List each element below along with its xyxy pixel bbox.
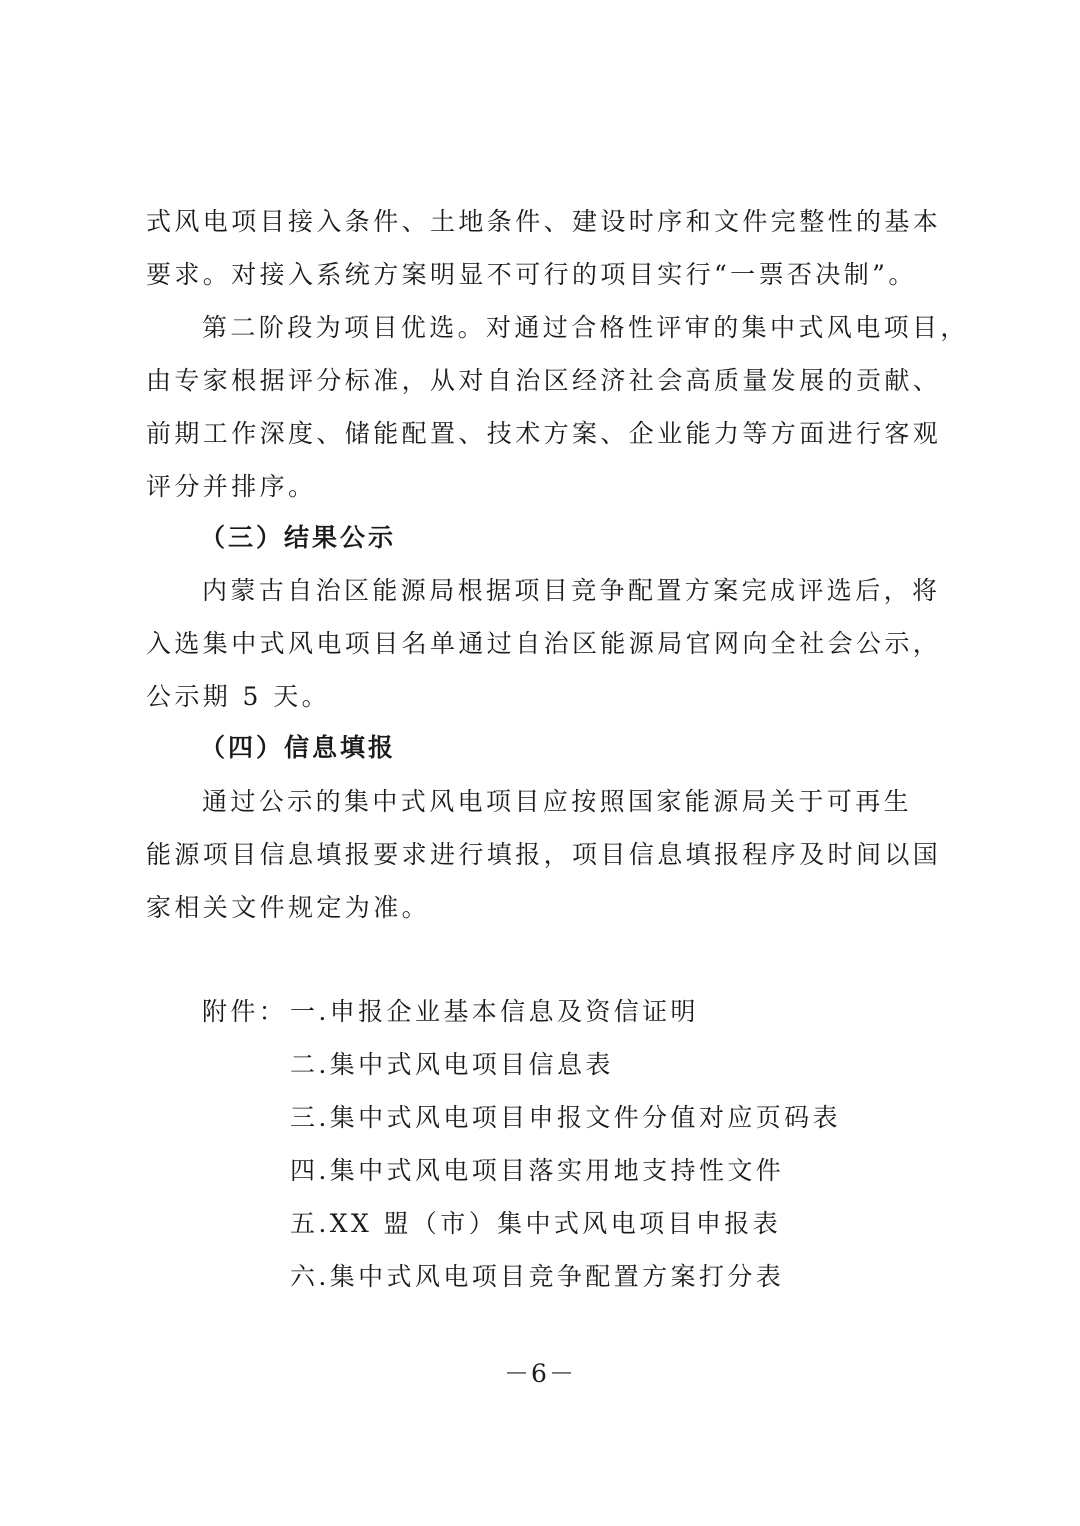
attachment-item: 三.集中式风电项目申报文件分值对应页码表 — [290, 1103, 841, 1132]
page-number: －6－ — [504, 1359, 576, 1388]
body-text-line: 式风电项目接入条件、土地条件、建设时序和文件完整性的基本 — [146, 207, 942, 236]
body-text-line: 前期工作深度、储能配置、技术方案、企业能力等方面进行客观 — [146, 419, 942, 448]
attachment-item: 五.XX 盟（市）集中式风电项目申报表 — [290, 1209, 782, 1238]
body-text-line: 公示期 5 天。 — [146, 682, 330, 711]
attachments-label: 附件： — [202, 997, 288, 1026]
body-text-line: 通过公示的集中式风电项目应按照国家能源局关于可再生 — [202, 787, 913, 816]
body-text-line: 要求。对接入系统方案明显不可行的项目实行“一票否决制”。 — [146, 260, 917, 289]
body-text-line: 内蒙古自治区能源局根据项目竞争配置方案完成评选后，将 — [202, 576, 941, 605]
attachment-item: 六.集中式风电项目竞争配置方案打分表 — [290, 1262, 785, 1291]
body-text-line: 第二阶段为项目优选。对通过合格性评审的集中式风电项目， — [202, 313, 969, 342]
section-heading-results: （三）结果公示 — [200, 523, 397, 552]
attachment-item: 二.集中式风电项目信息表 — [290, 1050, 614, 1079]
body-text-line: 由专家根据评分标准，从对自治区经济社会高质量发展的贡献、 — [146, 366, 942, 395]
body-text-line: 评分并排序。 — [146, 472, 317, 501]
section-heading-info-filing: （四）信息填报 — [200, 733, 397, 762]
body-text-line: 能源项目信息填报要求进行填报，项目信息填报程序及时间以国 — [146, 840, 942, 869]
body-text-line: 入选集中式风电项目名单通过自治区能源局官网向全社会公示， — [146, 629, 942, 658]
body-text-line: 家相关文件规定为准。 — [146, 893, 431, 922]
attachment-item: 四.集中式风电项目落实用地支持性文件 — [290, 1156, 785, 1185]
attachment-item: 一.申报企业基本信息及资信证明 — [290, 997, 699, 1026]
